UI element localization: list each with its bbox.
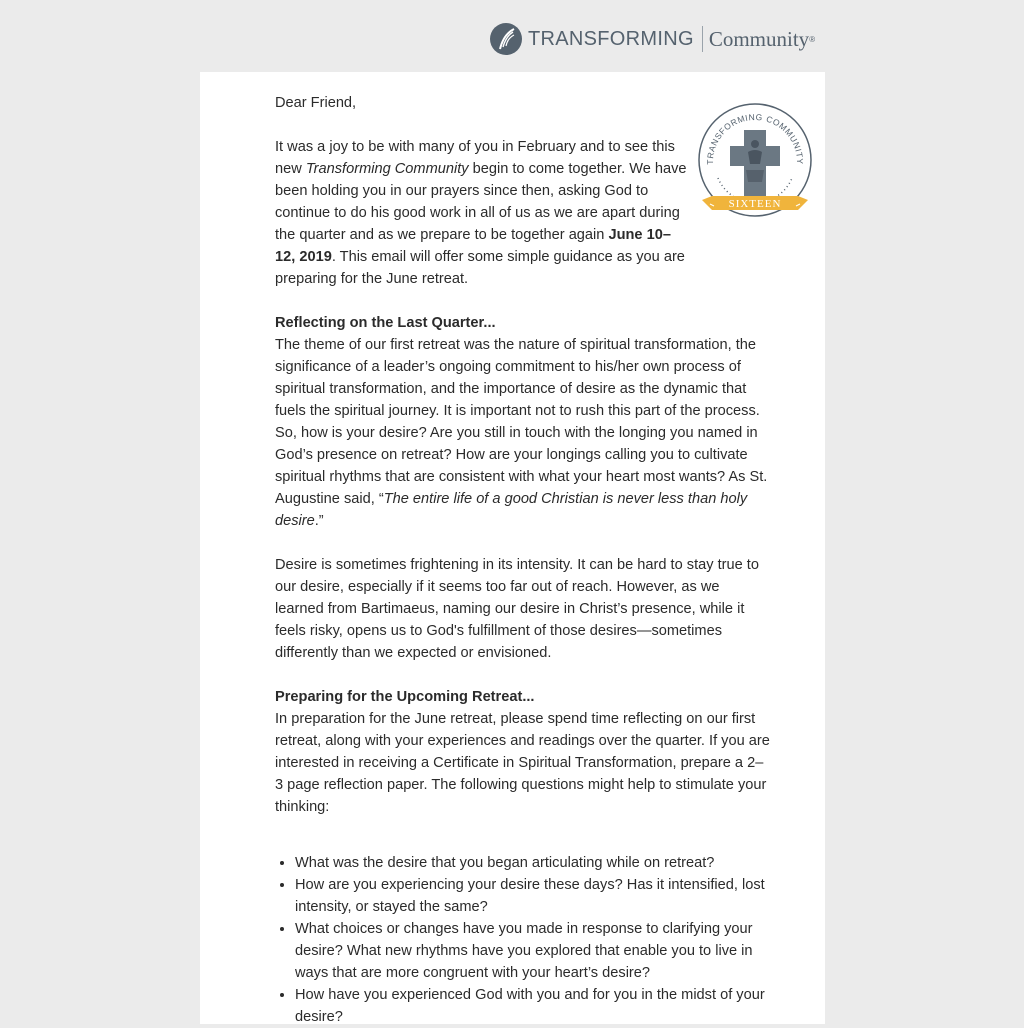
letter-content — [275, 92, 770, 840]
email-body-card — [200, 72, 825, 1024]
reflection-questions-list — [275, 852, 775, 1028]
intro-italic-title: Transforming Community — [305, 161, 469, 177]
list-item: • What was the desire that you began articulating while on retreat? — [295, 852, 775, 874]
list-item: • How have you experienced God with you and for you in the midst of your desire? — [295, 984, 775, 1028]
retreat-dates: June 10–12, 2019 — [275, 227, 671, 265]
list-item: • What choices or changes have you made in response to clarifying your desire? What new rhythms have you explored that enable you to live in ways that are more congruent with your heart’s desire? — [295, 918, 775, 984]
brand-secondary-text: Community — [708, 26, 810, 51]
desire-paragraph: Desire is sometimes frightening in its intensity. It can be hard to stay true to our desire, especially if it seems too far out of reach. However, as we learned from Bartimaeus, naming our desire in Christ’s presence, while it feels risky, opens us to God's fulfillment of those desires—sometimes differently than we expected or envisioned. — [275, 557, 759, 661]
logo-divider — [702, 26, 703, 52]
section-heading-reflecting: Reflecting on the Last Quarter... — [275, 315, 496, 331]
brand-primary-text: TRANSFORMING — [528, 27, 694, 50]
reflecting-text-a: The theme of our first retreat was the nature of spiritual transformation, the significance of a leader’s ongoing commitment to his/her own process of spiritual transformation, and the importance of desire as the dynamic that fuels the spiritual journey. It is important not to rush this part of the process. So, how is your desire? Are you still in touch with the longing you named in God’s presence on retreat? How are your longings calling you to cultivate spiritual rhythms that are consistent with what your heart most wants? As St. Augustine said, “ — [275, 337, 768, 507]
email-header — [0, 0, 1024, 72]
greeting: Dear Friend, — [275, 95, 357, 111]
registered-mark: ® — [809, 34, 816, 44]
section-heading-preparing: Preparing for the Upcoming Retreat... — [275, 689, 535, 705]
intro-text-c: . This email will offer some simple guidance as you are preparing for the June retreat. — [275, 249, 685, 287]
intro-text-a: It was a joy to be with many of you in February and to see this new — [275, 139, 675, 177]
preparing-text: In preparation for the June retreat, please spend time reflecting on our first retreat, along with your experiences and readings over the quarter. If you are interested in receiving a Certificate in Spiritual Transformation, prepare a 2–3 page reflection paper. The following questions might help to stimulate your thinking: — [275, 711, 770, 815]
list-item: • How are you experiencing your desire these days? Has it intensified, lost intensity, or stayed the same? — [295, 874, 775, 918]
preparing-section — [275, 686, 770, 818]
seal-banner-text: SIXTEEN — [728, 198, 782, 210]
seal-arc-text: TRANSFORMING COMMUNITY — [704, 111, 806, 165]
intro-text-b: begin to come together. We have been holding you in our prayers since then, asking God to continue to do his good work in all of us as we are apart during the quarter and as we prepare to be together again — [275, 161, 687, 243]
intro-paragraph — [275, 136, 690, 290]
leaf-logo-icon — [490, 23, 522, 55]
augustine-quote: The entire life of a good Christian is never less than holy desire — [275, 491, 748, 529]
reflecting-section — [275, 312, 770, 532]
reflecting-text-b: .” — [314, 513, 324, 529]
transforming-community-logo[interactable] — [490, 22, 815, 56]
